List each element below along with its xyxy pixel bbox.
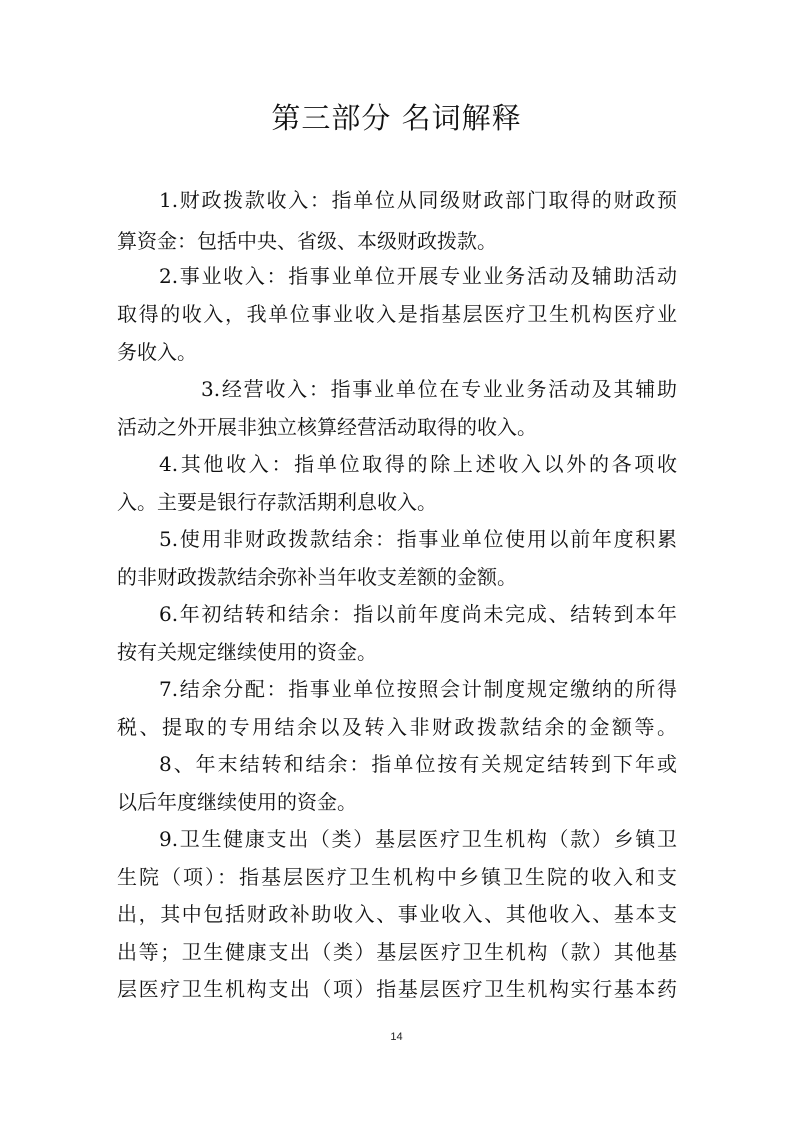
text-line: 以后年度继续使用的资金。 bbox=[117, 790, 357, 814]
text-line: 生院（项）：指基层医疗卫生机构中乡镇卫生院的收入和支 bbox=[117, 865, 677, 889]
text-line: 出等；卫生健康支出（类）基层医疗卫生机构（款）其他基 bbox=[117, 940, 677, 964]
text-line: 活动之外开展非独立核算经营活动取得的收入。 bbox=[117, 415, 537, 439]
text-line: 取得的收入，我单位事业收入是指基层医疗卫生机构医疗业 bbox=[117, 302, 677, 326]
text-line: 算资金：包括中央、省级、本级财政拨款。 bbox=[117, 229, 497, 253]
text-line: 层医疗卫生机构支出（项）指基层医疗卫生机构实行基本药 bbox=[117, 977, 677, 1001]
text-line: 按有关规定继续使用的资金。 bbox=[117, 640, 377, 664]
text-line: 4.其他收入：指单位取得的除上述收入以外的各项收 bbox=[159, 452, 677, 476]
text-line: 6.年初结转和结余：指以前年度尚未完成、结转到本年 bbox=[159, 602, 677, 626]
text-line: 1.财政拨款收入：指单位从同级财政部门取得的财政预 bbox=[159, 188, 677, 212]
text-line: 2.事业收入：指事业单位开展专业业务活动及辅助活动 bbox=[159, 264, 677, 288]
text-line: 出，其中包括财政补助收入、事业收入、其他收入、基本支 bbox=[117, 902, 677, 926]
text-line: 税、提取的专用结余以及转入非财政拨款结余的金额等。 bbox=[117, 715, 677, 739]
text-line: 5.使用非财政拨款结余：指事业单位使用以前年度积累 bbox=[159, 527, 677, 551]
text-line: 7.结余分配：指事业单位按照会计制度规定缴纳的所得 bbox=[159, 677, 677, 701]
text-line: 9.卫生健康支出（类）基层医疗卫生机构（款）乡镇卫 bbox=[159, 827, 677, 851]
text-line: 8、年末结转和结余：指单位按有关规定结转到下年或 bbox=[159, 752, 677, 776]
page-number: 14 bbox=[390, 1031, 403, 1043]
text-line: 的非财政拨款结余弥补当年收支差额的金额。 bbox=[117, 565, 517, 589]
text-line: 务收入。 bbox=[117, 340, 197, 364]
text-line: 3.经营收入：指事业单位在专业业务活动及其辅助 bbox=[201, 377, 677, 401]
page-title: 第三部分 名词解释 bbox=[271, 101, 522, 135]
text-line: 入。主要是银行存款活期利息收入。 bbox=[117, 490, 437, 514]
